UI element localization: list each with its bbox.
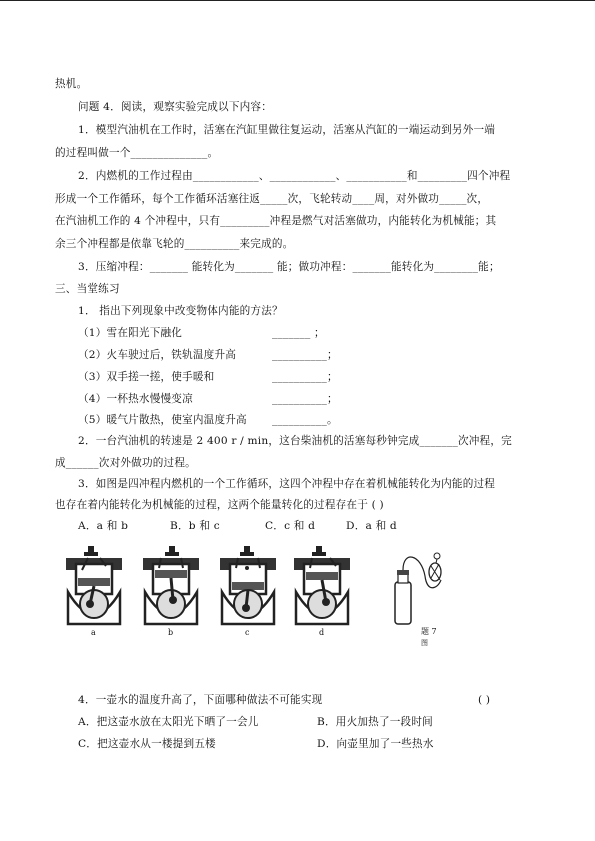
side-caption: 题 7 — [421, 627, 437, 636]
engine-figure-c — [216, 544, 280, 628]
figure-caption-d: d — [319, 628, 325, 637]
option-b: B．b 和 c — [170, 520, 220, 532]
list-item-blank: __________。 — [272, 414, 338, 426]
option-d: D．a 和 d — [346, 520, 397, 532]
text-line: 的过程叫做一个______________。 — [55, 147, 219, 159]
list-item-label: （4）一杯热水慢慢变凉 — [78, 393, 193, 405]
option-a: A．a 和 b — [78, 520, 129, 532]
bottle-apparatus-figure — [385, 540, 455, 630]
q4-option-c: C．把这壶水从一楼提到五楼 — [78, 738, 216, 750]
answer-paren: ( ) — [478, 694, 491, 706]
text-line: 2．内燃机的工作过程由____________、____________、___________和_________四个冲程 — [78, 170, 511, 182]
list-item-label: （1）雪在阳光下融化 — [78, 327, 183, 339]
text-line: 成______次对外做功的过程。 — [55, 457, 196, 469]
figure-caption-c: c — [245, 628, 250, 637]
text-line: 2．一台汽油机的转速是 2 400 r / min，这台柴油机的活塞每秒钟完成_______次冲程，完 — [78, 435, 512, 447]
text-line: 在汽油机工作的 4 个冲程中，只有_________冲程是燃气对活塞做功，内能转化为机械能；其 — [55, 215, 497, 227]
figure-caption-a: a — [91, 628, 96, 637]
q4-option-b: B．用火加热了一段时间 — [317, 716, 433, 728]
q4-option-a: A．把这壶水放在太阳光下晒了一会儿 — [78, 716, 259, 728]
text-line: 1．模型汽油机在工作时，活塞在汽缸里做往复运动，活塞从汽缸的一端运动到另外一端 — [78, 124, 496, 136]
text-line: 1． 指出下列现象中改变物体内能的方法？ — [78, 305, 283, 317]
list-item-blank: __________； — [272, 349, 338, 361]
figure-caption-b: b — [168, 628, 174, 637]
text-line: 也存在着内能转化为机械能的过程，这两个能量转化的过程存在于 ( ) — [55, 499, 384, 511]
q4-option-d: D．向壶里加了一些热水 — [317, 738, 434, 750]
list-item-label: （5）暖气片散热，使室内温度升高 — [78, 414, 247, 426]
text-line: 形成一个工作循环，每个工作循环活塞往返_____次，飞轮转动____周，对外做功_____次， — [55, 193, 489, 205]
question-4-heading: 问题 4．阅读，观察实验完成以下内容： — [78, 101, 272, 113]
text-line: 3．压缩冲程：_______ 能转化为_______ 能；做功冲程：_______能转化为________能； — [78, 261, 500, 273]
engine-figure-d — [290, 544, 354, 628]
side-caption-2: 图 — [421, 639, 428, 647]
engine-figure-a — [62, 544, 126, 628]
text-line: 热机。 — [55, 78, 88, 90]
list-item-blank: __________； — [272, 393, 338, 405]
list-item-label: （3）双手搓一搓，使手暖和 — [78, 371, 215, 383]
page-top-rule — [0, 0, 595, 1]
section-heading: 三、当堂练习 — [55, 283, 120, 295]
option-c: C．c 和 d — [265, 520, 316, 532]
engine-figure-b — [139, 544, 203, 628]
text-line: 余三个冲程都是依靠飞轮的__________来完成的。 — [55, 238, 294, 250]
list-item-blank: _______ ； — [272, 327, 325, 339]
list-item-blank: __________； — [272, 371, 338, 383]
text-line: 3．如图是四冲程内燃机的一个工作循环，这四个冲程中存在着机械能转化为内能的过程 — [78, 478, 496, 490]
question-4-text: 4．一壶水的温度升高了，下面哪种做法不可能实现 — [78, 694, 323, 706]
list-item-label: （2）火车驶过后，铁轨温度升高 — [78, 349, 237, 361]
